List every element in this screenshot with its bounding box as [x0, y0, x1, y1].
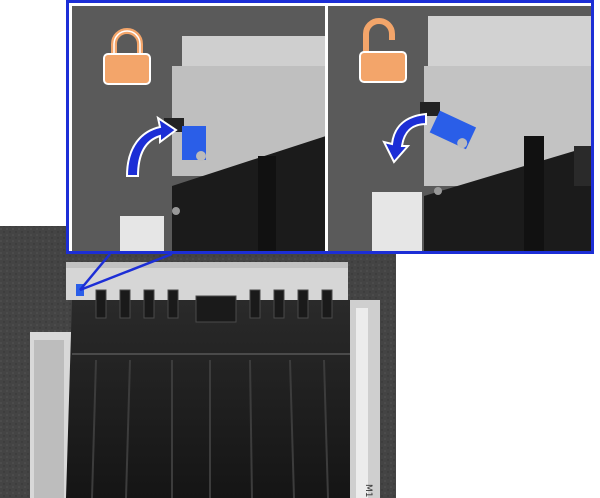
tray-marking: M1 — [363, 484, 373, 498]
latch-locked — [182, 126, 206, 161]
lock-open-icon — [356, 18, 412, 84]
panel-locked — [72, 6, 326, 251]
tray-body — [66, 300, 350, 498]
panel-unlocked — [328, 6, 591, 251]
lock-closed-icon — [102, 28, 152, 86]
zoom-inset-frame — [66, 0, 594, 254]
